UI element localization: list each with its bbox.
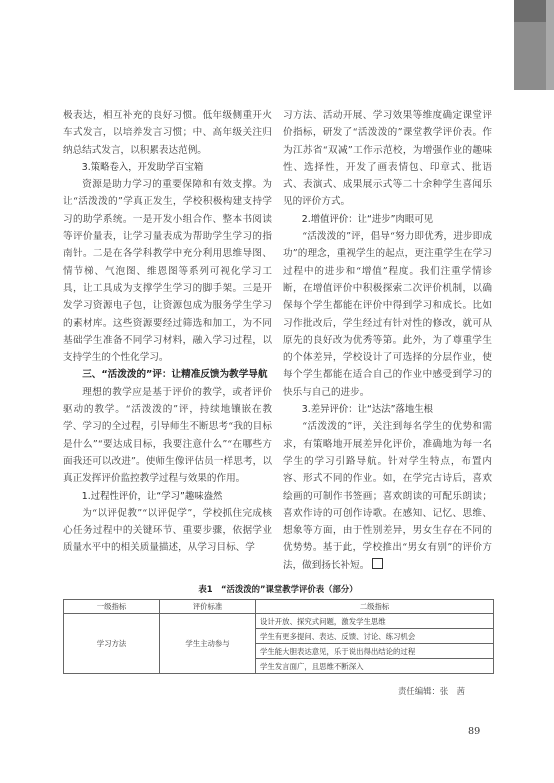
table-header-cell: 二级指标: [256, 600, 494, 614]
subheading: 2.增值评价：让“进步”肉眼可见: [301, 213, 433, 225]
editor-credit: 责任编辑：张 茜: [398, 686, 465, 696]
table-header-cell: 一级指标: [64, 600, 160, 614]
table-caption: 表1 “活泼泼的”课堂教学评价表（部分）: [198, 584, 358, 594]
section-tab-edge: [546, 0, 554, 90]
table-cell-level2: 学生能大胆表达意见，乐于说出得出结论的过程: [256, 644, 494, 659]
table-cell-level2: 学生发言面广，且思维不断深入: [256, 659, 494, 674]
evaluation-table: [63, 583, 493, 674]
paragraph: “活泼泼的”评，倡导“努力即优秀，进步即成功”的理念，重视学生的起点，更注重学生在学习过程中的进步和“增值”程度。我们注重学情诊断，在增值评价中积极探索二次评价机制，以确保每个学生都能在评价中得到学习和成长。比如习作批改后，学生经过有针对性的修改，就可从原先的良好改为优秀等第。此外，为了尊重学生的个体差异，学校设计了可选择的分层作业，使每个学生都能在适合自己的作业中感受到学习的快乐与自己的进步。: [283, 231, 492, 398]
subheading: 3.策略卷入，开发助学百宝箱: [81, 161, 204, 173]
paragraph: 资源是助力学习的重要保障和有效支撑。为让“活泼泼的”学真正发生，学校积极构建支持学习的助学系统。一是开发小组合作、整本书阅读等评价量表，让学习量表成为帮助学生学习的指南针。二是在各学科教学中充分利用思维导图、情节梯、气泡图、维恩图等系列可视化学习工具，让工具成为支撑学生学习的脚手架。三是开发学习资源电子包，让资源包成为服务学生学习的素材库。这些资源要经过筛选和加工，为不同基础学生准备不同学习材料，融入学习过程，以支持学生的个性化学习。: [63, 179, 272, 364]
table: [63, 599, 494, 674]
paragraph: 极表达，相互补充的良好习惯。低年级侧重开火车式发言，以培养发言习惯；中、高年级关注归纳总结式发言，以积累表达范例。: [63, 110, 272, 156]
table-cell-standard: 学生主动参与: [160, 614, 256, 674]
section-tab: [514, 0, 554, 90]
section-heading: 三、“活泼泼的”评：让精准反馈为教学导航: [82, 369, 268, 381]
table-header-cell: 评价标准: [160, 600, 256, 614]
paragraph: 习方法、活动开展、学习效果等维度确定课堂评价指标，研发了“活泼泼的”课堂教学评价表。作为江苏省“双减”工作示范校，为增强作业的趣味性、选择性，开发了画表情包、印章式、批语式、表演式、成果展示式等二十余种学生喜闻乐见的评价方式。: [283, 110, 492, 208]
table-cell-level2: 学生有更多提问、表达、反馈、讨论、练习机会: [256, 629, 494, 644]
left-column: [63, 107, 272, 557]
subheading: 1.过程性评价，让“学习”趣味盎然: [81, 490, 223, 502]
table-cell-level2: 设计开放、探究式问题，激发学生思维: [256, 614, 494, 629]
paragraph: [283, 418, 492, 574]
subheading: 3.差异评价：让“达法”落地生根: [301, 404, 433, 416]
paragraph: 为“以评促教”“以评促学”，学校抓住完成核心任务过程中的关键环节、重要步骤，依据学业质量水平中的相关质量描述，从学习目标、学: [63, 507, 272, 554]
page-number: 89: [468, 726, 481, 737]
paragraph-text: “活泼泼的”评，关注到每名学生的优势和需求，有策略地开展差异化评价，准确地为每一名学生的学习引路导航。针对学生特点，布置内容、形式不同的作业。如，在学完古诗后，喜欢绘画的可制作书签画；喜欢朗读的可配乐朗读；喜欢作诗的可创作诗歌。在感知、记忆、思维、想象等方面，由于性别差异，男女生存在不同的优势势。基于此，学校推出“男女有别”的评价方法，做到扬长补短。: [283, 421, 492, 571]
table-row: [64, 614, 494, 629]
paragraph: 理想的教学应是基于评价的教学，或者评价驱动的教学。“活泼泼的”评，持续地镶嵌在教学、学习的全过程，引导师生不断思考“我的目标是什么”“要达成目标，我要注意什么”“在哪些方面我还可以改进”。使师生像评估员一样思考，以真正发挥评价监控教学过程与效果的作用。: [63, 386, 272, 485]
right-column: [283, 107, 492, 574]
end-mark-icon: [372, 558, 383, 569]
table-header-row: [64, 600, 494, 614]
table-cell-level1: 学习方法: [64, 614, 160, 674]
